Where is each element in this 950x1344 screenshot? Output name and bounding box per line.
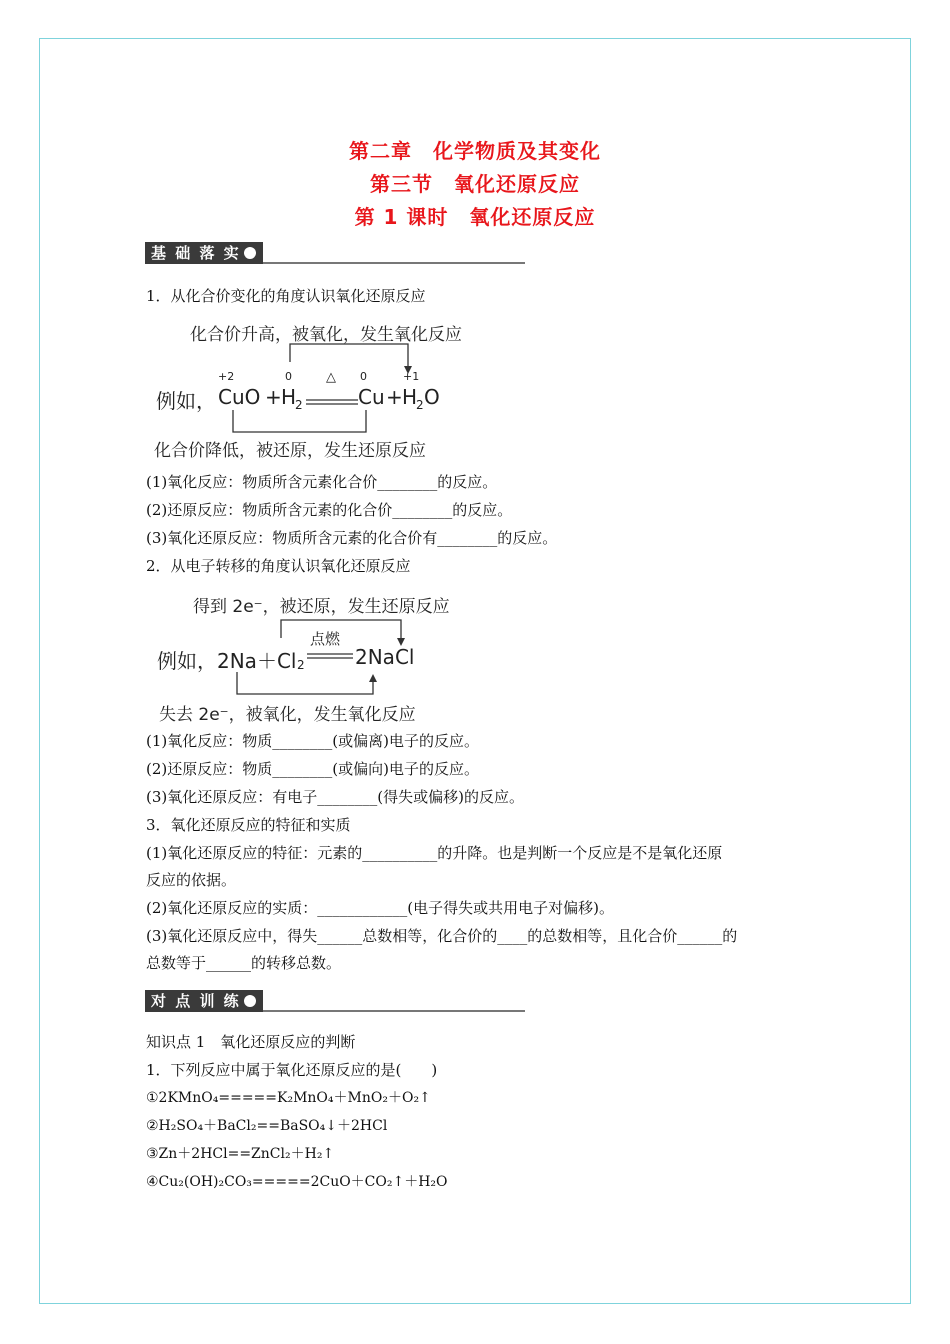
- formula-o: O: [424, 385, 440, 409]
- reaction-option-1: ①2KMnO₄=====K₂MnO₄＋MnO₂＋O₂↑: [146, 1090, 431, 1106]
- q3-item-a-line2: 反应的依据。: [146, 871, 237, 889]
- subscript-2: 2: [297, 658, 305, 672]
- q2-title: 2．从电子转移的角度认识氧化还原反应: [146, 557, 411, 575]
- formula-cu: Cu: [358, 385, 385, 409]
- reaction-option-3: ③Zn＋2HCl==ZnCl₂＋H₂↑: [146, 1146, 335, 1162]
- formula-h: H: [281, 385, 297, 409]
- plus-sign: +: [265, 385, 282, 409]
- formula-cuo: CuO: [218, 385, 261, 409]
- q1-item-a: (1)氧化反应：物质所含元素化合价________的反应。: [146, 473, 498, 491]
- ox-state-h2-zero: 0: [285, 370, 292, 383]
- section-header-basics: [145, 242, 525, 266]
- knowledge-point-title: 知识点 1 氧化还原反应的判断: [146, 1033, 356, 1051]
- q3-item-b: (2)氧化还原反应的实质：____________(电子得失或共用电子对偏移)。: [146, 899, 614, 917]
- section-header-label: 基 础 落 实: [145, 242, 263, 264]
- q2-item-a: (1)氧化反应：物质________(或偏离)电子的反应。: [146, 732, 479, 750]
- section-header-practice: [145, 990, 525, 1014]
- ox-state-cu-plus2: +2: [218, 370, 235, 383]
- diagram2-top-label: 得到 2e⁻，被还原，发生还原反应: [193, 597, 450, 617]
- diagram2-bottom-label: 失去 2e⁻，被氧化，发生氧化反应: [159, 705, 416, 725]
- formula-h: H: [402, 385, 418, 409]
- diagram-electron-transfer: [155, 590, 475, 725]
- q1-item-b: (2)还原反应：物质所含元素的化合价________的反应。: [146, 501, 513, 519]
- q3-item-c-line2: 总数等于______的转移总数。: [146, 954, 342, 972]
- lesson-title: 第 1 课时 氧化还原反应: [354, 205, 596, 229]
- header-rule: [263, 262, 525, 264]
- example-prefix: 例如，: [157, 649, 217, 673]
- example-prefix: 例如，: [156, 389, 216, 413]
- q2-item-c: (3)氧化还原反应：有电子________(得失或偏移)的反应。: [146, 788, 524, 806]
- section-header-label: 对 点 训 练: [145, 990, 263, 1012]
- condition-ignite: 点燃: [310, 630, 341, 648]
- diagram1-top-label: 化合价升高，被氧化，发生氧化反应: [190, 325, 462, 345]
- reaction-option-4: ④Cu₂(OH)₂CO₃=====2CuO＋CO₂↑＋H₂O: [146, 1174, 448, 1190]
- reaction-option-2: ②H₂SO₄＋BaCl₂==BaSO₄↓＋2HCl: [146, 1118, 388, 1134]
- heat-symbol: △: [326, 370, 336, 385]
- q1-title: 1．从化合价变化的角度认识氧化还原反应: [146, 287, 426, 305]
- formula-reactants: 2Na＋Cl: [217, 649, 297, 673]
- ox-state-cu-zero: 0: [360, 370, 367, 383]
- formula-nacl: 2NaCl: [355, 645, 415, 669]
- subscript-2: 2: [295, 398, 303, 412]
- q1-item-c: (3)氧化还原反应：物质所含元素的化合价有________的反应。: [146, 529, 558, 547]
- bullet-dot-icon: [244, 995, 256, 1007]
- chapter-title: 第二章 化学物质及其变化: [349, 139, 601, 163]
- diagram1-bottom-label: 化合价降低，被还原，发生还原反应: [154, 441, 426, 461]
- header-rule: [263, 1010, 525, 1012]
- q3-title: 3．氧化还原反应的特征和实质: [146, 816, 351, 834]
- bullet-dot-icon: [244, 247, 256, 259]
- q2-item-b: (2)还原反应：物质________(或偏向)电子的反应。: [146, 760, 479, 778]
- ox-state-h-plus1: +1: [403, 370, 420, 383]
- diagram-valence-change: [150, 318, 480, 463]
- q3-item-a-line1: (1)氧化还原反应的特征：元素的__________的升降。也是判断一个反应是不是氧化还原: [146, 844, 723, 862]
- question-1: 1．下列反应中属于氧化还原反应的是( ): [146, 1061, 438, 1079]
- plus-sign: +: [386, 385, 403, 409]
- subscript-2: 2: [416, 398, 424, 412]
- section-title: 第三节 氧化还原反应: [370, 172, 580, 196]
- q3-item-c-line1: (3)氧化还原反应中，得失______总数相等，化合价的____的总数相等，且化合价______的: [146, 927, 738, 945]
